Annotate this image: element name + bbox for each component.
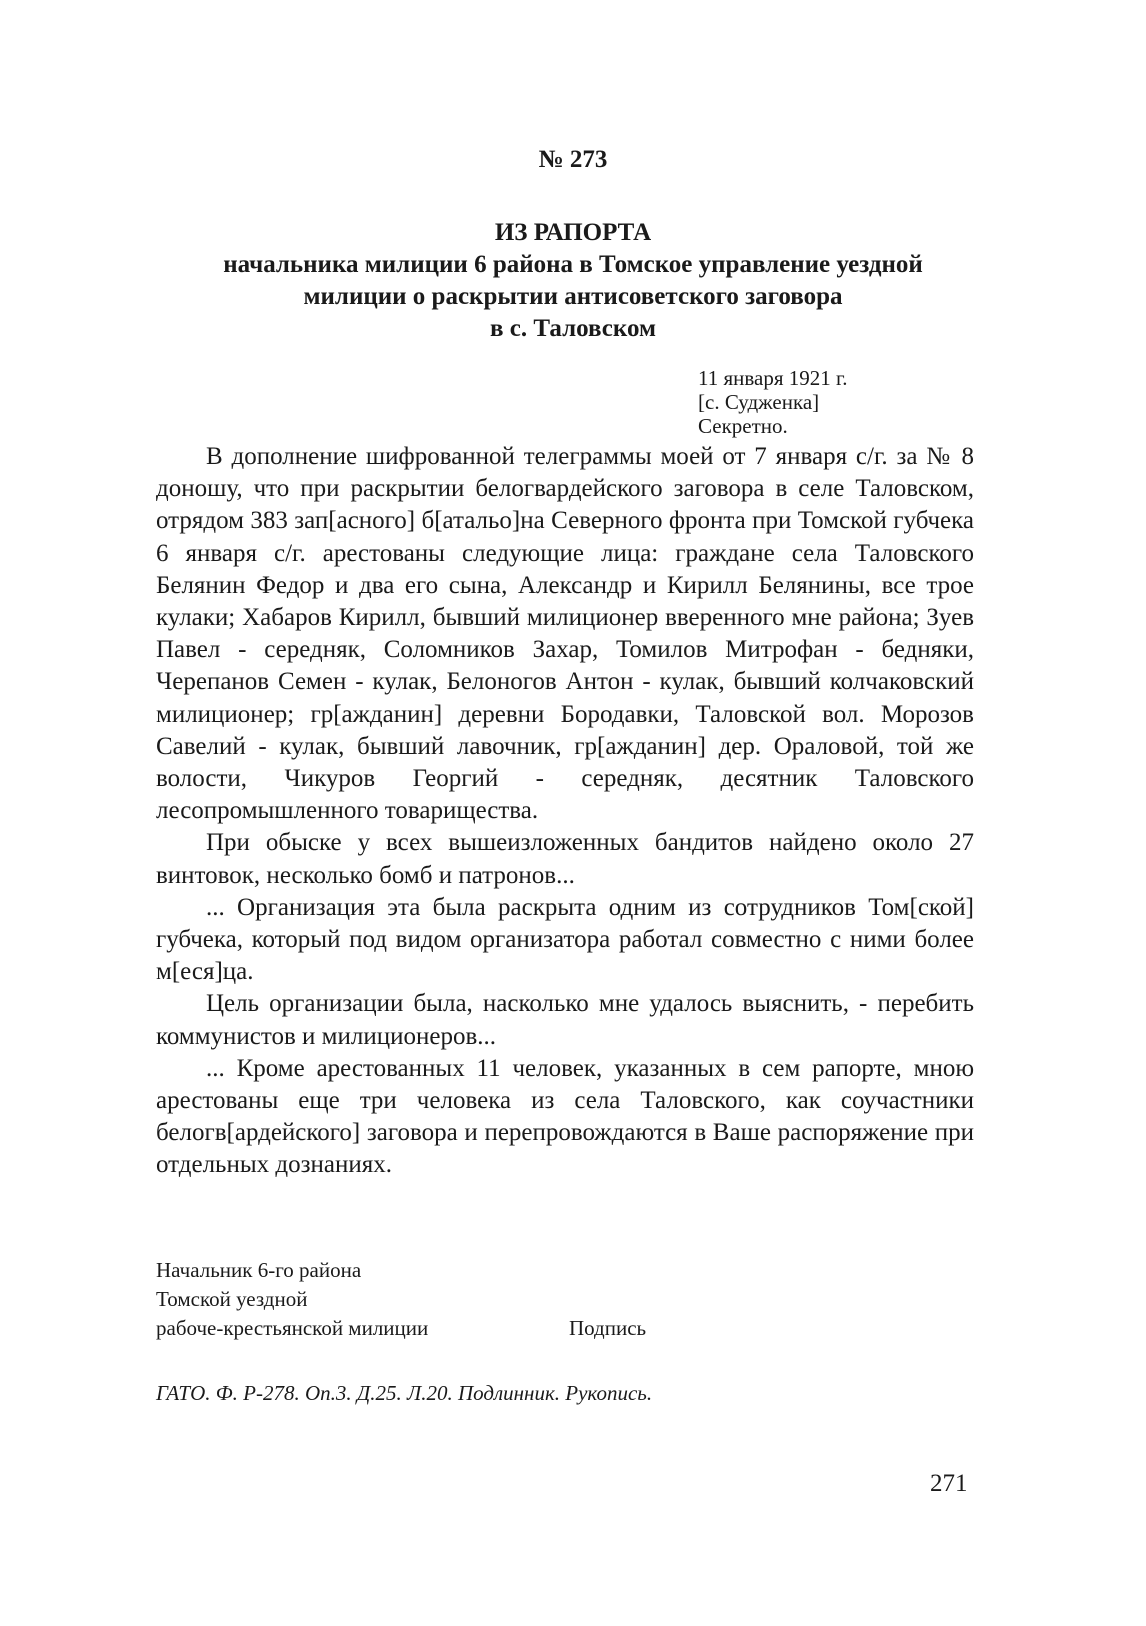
body-paragraph: В дополнение шифрованной телеграммы моей от 7 января с/г. за № 8 доношу, что при раскрытии белогвардейского заговора в селе Таловском, отрядом 383 зап[асного] б[атальо]на Северного фронта при Томской губчека 6 января с/г. арестованы следующие лица: граждане села Таловского Белянин Федор и два его сына, Александр и Кирилл Белянины, все трое кулаки; Хабаров Кирилл, бывший милиционер вверенного мне района; Зуев Павел - середняк, Соломников Захар, Томилов Митрофан - бедняки, Черепанов Семен - кулак, Белоногов Антон - кулак, бывший колчаковский милиционер; гр[ажданин] деревни Бородавки, Таловской вол. Морозов Савелий - кулак, бывший лавочник, гр[ажданин] дер. Ораловой, той же волости, Чикуров Георгий - середняк, десятник Таловского лесопромышленного товарищества. [156, 443, 974, 825]
page-number: 271 [930, 1470, 968, 1497]
body-paragraph: Цель организации была, насколько мне удалось выяснить, - перебить коммунистов и милиционеров... [156, 990, 974, 1050]
title-line: начальника милиции 6 района в Томское управление уездной [223, 251, 923, 278]
document-classification: Секретно. [698, 414, 788, 438]
signature-line: рабоче-крестьянской милиции [156, 1316, 429, 1340]
title-line: милиции о раскрытии антисоветского заговора [303, 283, 843, 310]
document-title [150, 217, 996, 345]
title-line: ИЗ РАПОРТА [494, 219, 652, 246]
signature-block [156, 1256, 647, 1343]
document-body [156, 441, 974, 1182]
body-paragraph: ... Организация эта была раскрыта одним из сотрудников Том[ской] губчека, который под видом организатора работал совместно с ними более м[еся]ца. [156, 893, 974, 986]
document-place: [с. Судженка] [698, 390, 820, 414]
signature-mark: Подпись [569, 1316, 647, 1340]
archive-source: ГАТО. Ф. Р-278. Оп.3. Д.25. Л.20. Подлинник. Рукопись. [156, 1381, 653, 1405]
document-meta [698, 366, 847, 438]
document-date: 11 января 1921 г. [698, 366, 848, 390]
body-paragraph: При обыске у всех вышеизложенных бандитов найдено около 27 винтовок, несколько бомб и патронов... [156, 829, 974, 889]
body-paragraph: ... Кроме арестованных 11 человек, указанных в сем рапорте, мною арестованы еще три человека из села Таловского, как соучастники белогв[ардейского] заговора и перепровождаются в Ваше распоряжение при отдельных дознаниях. [156, 1054, 974, 1179]
signature-line: Томской уездной [156, 1287, 308, 1311]
document-number: № 273 [538, 146, 608, 173]
signature-line: Начальник 6-го района [156, 1258, 362, 1282]
title-line: в с. Таловском [489, 315, 657, 342]
